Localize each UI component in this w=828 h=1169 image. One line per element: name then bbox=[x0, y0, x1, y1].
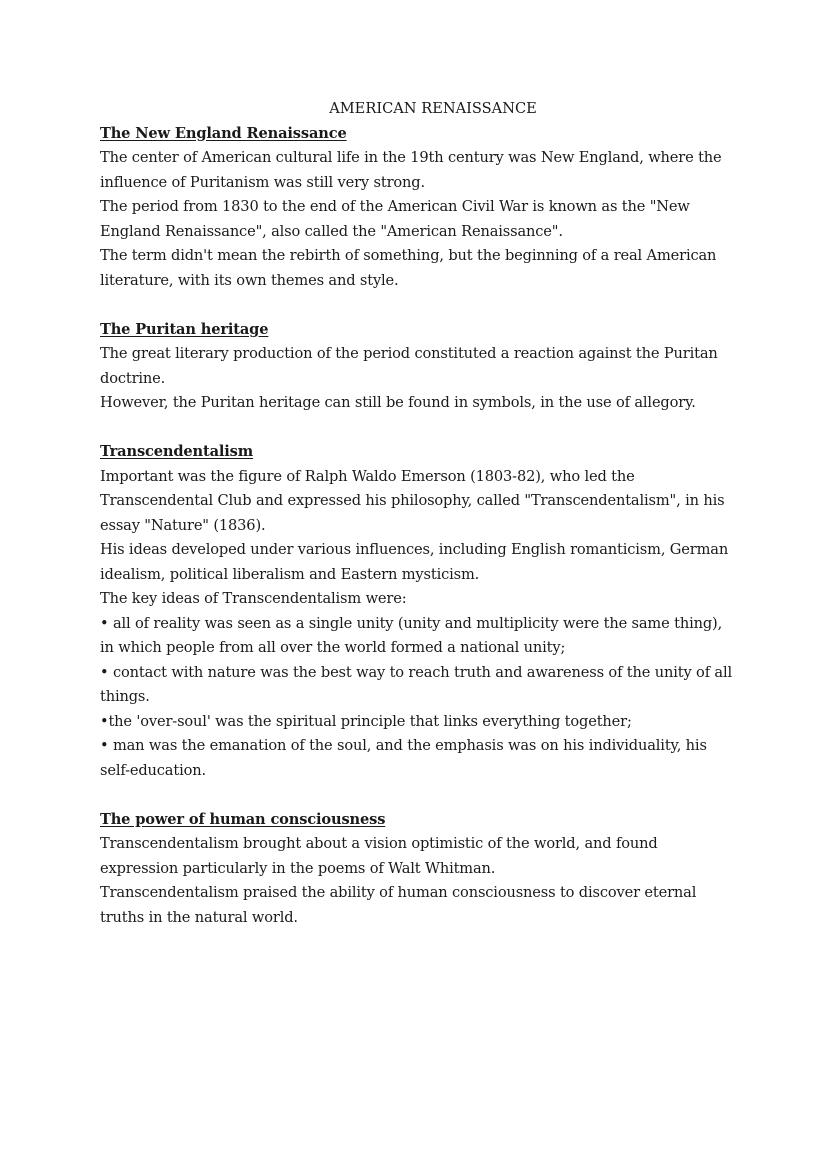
section-heading-human-consciousness: The power of human consciousness bbox=[100, 810, 386, 828]
section-heading-new-england: The New England Renaissance bbox=[100, 124, 347, 142]
document-title: AMERICAN RENAISSANCE bbox=[329, 100, 537, 117]
paragraph: Important was the figure of Ralph Waldo Emerson (1803-82), who led the Transcendental Club and expressed his philosophy, called "Transcendentalism", in his essay "Nature" (1836). bbox=[100, 467, 725, 534]
paragraph: Transcendentalism brought about a vision optimistic of the world, and found expression particularly in the poems of Walt Whitman. bbox=[100, 835, 658, 877]
paragraph: His ideas developed under various influences, including English romanticism, German idealism, political liberalism and Eastern mysticism. bbox=[100, 541, 729, 583]
section-heading-transcendentalism: Transcendentalism bbox=[100, 443, 254, 460]
section-spacer bbox=[100, 293, 740, 318]
paragraph: The period from 1830 to the end of the American Civil War is known as the "New England Renaissance", also called the "American Renaissance". bbox=[100, 198, 690, 240]
bullet-item: •the 'over-soul' was the spiritual principle that links everything together; bbox=[100, 712, 632, 730]
paragraph: Transcendentalism praised the ability of human consciousness to discover eternal truths in the natural world. bbox=[100, 884, 697, 926]
section-heading-puritan-heritage: The Puritan heritage bbox=[100, 320, 269, 338]
paragraph: The key ideas of Transcendentalism were: bbox=[100, 590, 407, 607]
bullet-item: • all of reality was seen as a single unity (unity and multiplicity were the same thing), in which people from all over the world formed a national unity; bbox=[100, 614, 723, 656]
bullet-item: • man was the emanation of the soul, and the emphasis was on his individuality, his self-education. bbox=[100, 737, 707, 779]
paragraph: The term didn't mean the rebirth of something, but the beginning of a real American literature, with its own themes and style. bbox=[100, 247, 717, 289]
bullet-item: • contact with nature was the best way to reach truth and awareness of the unity of all things. bbox=[100, 663, 733, 705]
section-spacer bbox=[100, 416, 740, 441]
paragraph: The great literary production of the period constituted a reaction against the Puritan doctrine. bbox=[100, 345, 718, 387]
paragraph: However, the Puritan heritage can still be found in symbols, in the use of allegory. bbox=[100, 394, 696, 411]
document-page bbox=[100, 97, 740, 930]
paragraph: The center of American cultural life in the 19th century was New England, where the influence of Puritanism was still very strong. bbox=[100, 149, 722, 191]
section-spacer bbox=[100, 783, 740, 808]
